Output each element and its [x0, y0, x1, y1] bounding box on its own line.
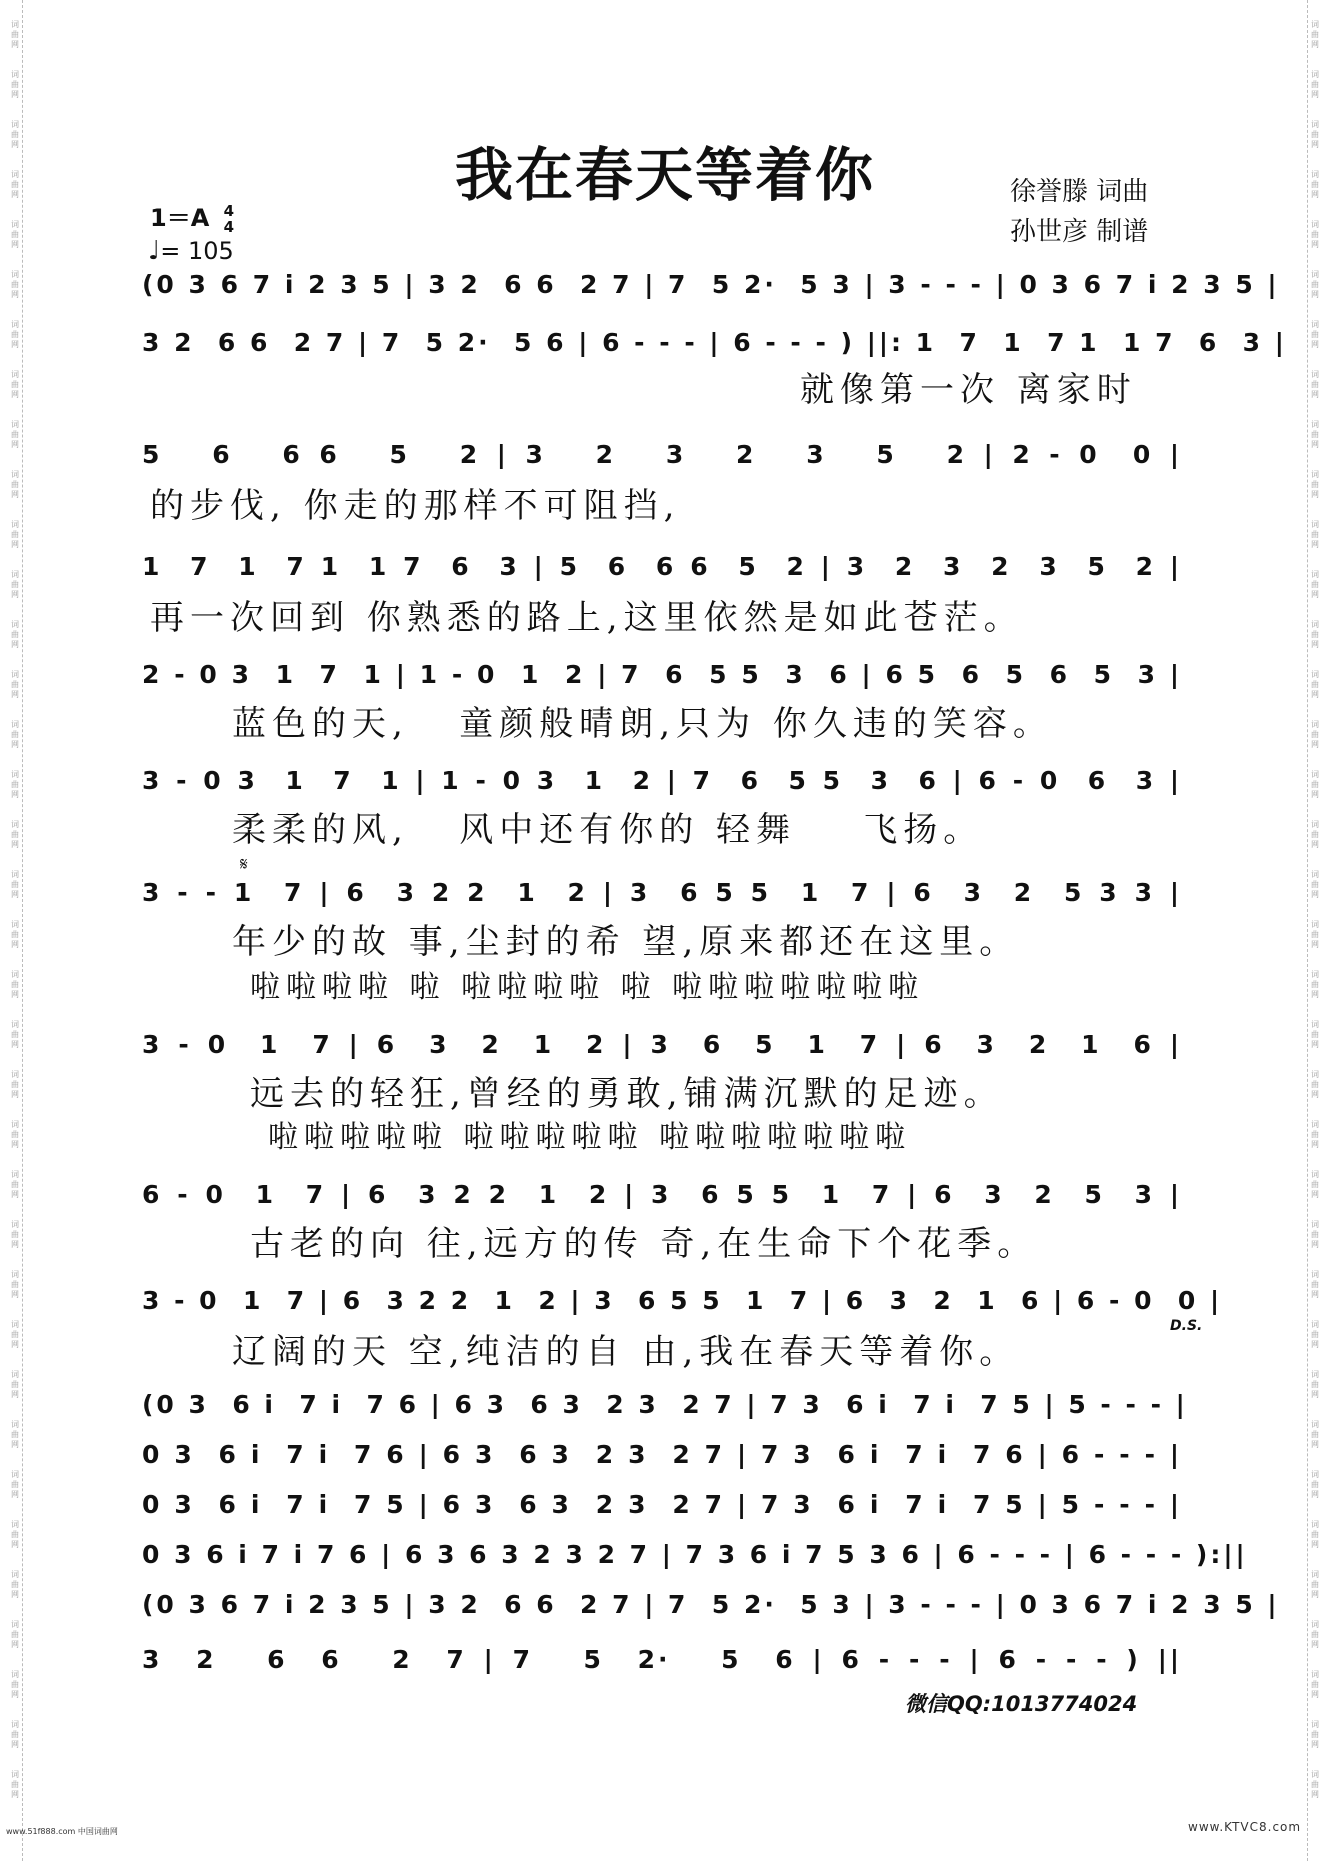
side-watermark-text: 词曲网 — [1311, 970, 1319, 999]
lyric-line: 年少的故 事,尘封的希 望,原来都还在这里。 — [232, 922, 1020, 962]
notation-line: 3 - 0 3 1 7 1 | 1 - 0 3 1 2 | 7 6 5 5 3 6 | 6 - 0 6 3 | — [142, 766, 1182, 795]
side-watermark-text: 词曲网 — [11, 1370, 19, 1399]
lyric-line: 蓝色的天, 童颜般晴朗,只为 你久违的笑容。 — [232, 704, 1053, 744]
side-watermark-text: 词曲网 — [1311, 1470, 1319, 1499]
side-watermark-text: 词曲网 — [11, 70, 19, 99]
ds-marking: D.S. — [1170, 1318, 1203, 1334]
side-watermark-text: 词曲网 — [11, 170, 19, 199]
notation-line: 1 7 1 7 1 1 7 6 3 | 5 6 6 6 5 2 | 3 2 3 2 3 5 2 | — [142, 552, 1182, 581]
side-watermark-text: 词曲网 — [1311, 220, 1319, 249]
lyric-line: 远去的轻狂,曾经的勇敢,铺满沉默的足迹。 — [250, 1074, 1004, 1114]
lyric-line: 辽阔的天 空,纯洁的自 由,我在春天等着你。 — [232, 1332, 1020, 1372]
side-watermark-text: 词曲网 — [11, 820, 19, 849]
side-watermark-text: 词曲网 — [11, 1120, 19, 1149]
side-watermark-text: 词曲网 — [11, 1620, 19, 1649]
side-watermark-text: 词曲网 — [11, 920, 19, 949]
notation-line: (0 3 6 7 i 2 3 5 | 3 2 6 6 2 7 | 7 5 2· 5 3 | 3 - - - | 0 3 6 7 i 2 3 5 | — [142, 1590, 1280, 1619]
time-top: 4 — [223, 202, 235, 220]
side-watermark-text: 词曲网 — [11, 1570, 19, 1599]
side-watermark-text: 词曲网 — [1311, 120, 1319, 149]
time-signature — [224, 203, 234, 235]
side-watermark-text: 词曲网 — [1311, 570, 1319, 599]
lyric-line: 的步伐, 你走的那样不可阻挡, — [150, 486, 681, 526]
side-watermark-text: 词曲网 — [11, 420, 19, 449]
notation-line: 0 3 6 i 7 i 7 6 | 6 3 6 3 2 3 2 7 | 7 3 6 i 7 5 3 6 | 6 - - - | 6 - - - ):|| — [142, 1540, 1248, 1569]
side-watermark-text: 词曲网 — [11, 120, 19, 149]
side-watermark-text: 词曲网 — [1311, 820, 1319, 849]
notation-line: 0 3 6 i 7 i 7 5 | 6 3 6 3 2 3 2 7 | 7 3 6 i 7 i 7 5 | 5 - - - | — [142, 1490, 1182, 1519]
side-watermark-text: 词曲网 — [11, 1470, 19, 1499]
key-signature — [150, 198, 234, 235]
side-watermark-text: 词曲网 — [1311, 1770, 1319, 1799]
song-title: 我在春天等着你 — [454, 141, 875, 209]
side-watermark-text: 词曲网 — [1311, 1220, 1319, 1249]
side-watermark-text: 词曲网 — [11, 970, 19, 999]
side-watermark-text: 词曲网 — [1311, 1520, 1319, 1549]
side-watermark-text: 词曲网 — [1311, 70, 1319, 99]
side-watermark-text: 词曲网 — [1311, 920, 1319, 949]
credits — [1010, 172, 1148, 252]
footer-left-watermark: www.51f888.com 中国词曲网 — [6, 1827, 118, 1836]
side-watermark-text: 词曲网 — [11, 1020, 19, 1049]
side-watermark-text: 词曲网 — [11, 770, 19, 799]
lyric-line: 古老的向 往,远方的传 奇,在生命下个花季。 — [250, 1224, 1038, 1264]
notation-line: 0 3 6 i 7 i 7 6 | 6 3 6 3 2 3 2 7 | 7 3 6 i 7 i 7 6 | 6 - - - | — [142, 1440, 1182, 1469]
lyric-line: 柔柔的风, 风中还有你的 轻舞 飞扬。 — [232, 810, 984, 850]
side-watermark-text: 词曲网 — [1311, 620, 1319, 649]
side-watermark-text: 词曲网 — [1311, 1320, 1319, 1349]
side-watermark-text: 词曲网 — [11, 1670, 19, 1699]
side-watermark-text: 词曲网 — [11, 320, 19, 349]
side-watermark-text: 词曲网 — [1311, 320, 1319, 349]
side-watermark-text: 词曲网 — [1311, 420, 1319, 449]
side-watermark-text: 词曲网 — [11, 370, 19, 399]
side-watermark-text: 词曲网 — [11, 620, 19, 649]
wechat-contact: 微信QQ:1013774024 — [905, 1692, 1138, 1716]
side-watermark-text: 词曲网 — [1311, 520, 1319, 549]
side-watermark-text: 词曲网 — [11, 520, 19, 549]
side-watermark-text: 词曲网 — [11, 470, 19, 499]
key-label: 1＝A — [150, 204, 210, 232]
side-watermark-text: 词曲网 — [1311, 370, 1319, 399]
left-margin-strip — [8, 0, 23, 1861]
notation-line: 6 - 0 1 7 | 6 3 2 2 1 2 | 3 6 5 5 1 7 | 6 3 2 5 3 | — [142, 1180, 1182, 1209]
side-watermark-text: 词曲网 — [1311, 1670, 1319, 1699]
side-watermark-text: 词曲网 — [1311, 470, 1319, 499]
notation-line: 5 6 6 6 5 2 | 3 2 3 2 3 5 2 | 2 - 0 0 | — [142, 440, 1182, 469]
lyric-line-second-verse: 啦啦啦啦啦 啦啦啦啦啦 啦啦啦啦啦啦啦 — [268, 1120, 912, 1155]
side-watermark-text: 词曲网 — [11, 220, 19, 249]
time-bottom: 4 — [223, 218, 235, 236]
side-watermark-text: 词曲网 — [11, 1770, 19, 1799]
side-watermark-text: 词曲网 — [11, 1070, 19, 1099]
side-watermark-text: 词曲网 — [11, 720, 19, 749]
side-watermark-text: 词曲网 — [1311, 1620, 1319, 1649]
side-watermark-text: 词曲网 — [11, 1220, 19, 1249]
side-watermark-text: 词曲网 — [11, 1320, 19, 1349]
side-watermark-text: 词曲网 — [1311, 1720, 1319, 1749]
notation-line: (0 3 6 i 7 i 7 6 | 6 3 6 3 2 3 2 7 | 7 3 6 i 7 i 7 5 | 5 - - - | — [142, 1390, 1188, 1419]
side-watermark-text: 词曲网 — [1311, 870, 1319, 899]
arranger-credit: 孙世彦 制谱 — [1010, 217, 1149, 247]
notation-line: 2 - 0 3 1 7 1 | 1 - 0 1 2 | 7 6 5 5 3 6 | 6 5 6 5 6 5 3 | — [142, 660, 1182, 689]
side-watermark-text: 词曲网 — [1311, 20, 1319, 49]
tempo-value: = 105 — [160, 237, 234, 265]
side-watermark-text: 词曲网 — [1311, 1170, 1319, 1199]
side-watermark-text: 词曲网 — [11, 1170, 19, 1199]
notation-line: 3 - 0 1 7 | 6 3 2 1 2 | 3 6 5 1 7 | 6 3 2 1 6 | — [142, 1030, 1182, 1059]
side-watermark-text: 词曲网 — [11, 870, 19, 899]
side-watermark-text: 词曲网 — [1311, 1270, 1319, 1299]
notation-line: 3 - - 1 7 | 6 3 2 2 1 2 | 3 6 5 5 1 7 | 6 3 2 5 3 3 | — [142, 878, 1182, 907]
side-watermark-text: 词曲网 — [11, 1720, 19, 1749]
side-watermark-text: 词曲网 — [11, 1520, 19, 1549]
lyric-line-second-verse: 啦啦啦啦 啦 啦啦啦啦 啦 啦啦啦啦啦啦啦 — [250, 970, 925, 1005]
side-watermark-text: 词曲网 — [11, 270, 19, 299]
quarter-note-icon: ♩ — [148, 236, 161, 266]
lyric-line: 再一次回到 你熟悉的路上,这里依然是如此苍茫。 — [150, 598, 1024, 638]
side-watermark-text: 词曲网 — [1311, 720, 1319, 749]
side-watermark-text: 词曲网 — [1311, 170, 1319, 199]
side-watermark-text: 词曲网 — [11, 1270, 19, 1299]
side-watermark-text: 词曲网 — [1311, 270, 1319, 299]
lyrics-music-credit: 徐誉滕 词曲 — [1010, 177, 1149, 207]
segno-icon: 𝄋 — [240, 854, 248, 875]
notation-line: (0 3 6 7 i 2 3 5 | 3 2 6 6 2 7 | 7 5 2· 5 3 | 3 - - - | 0 3 6 7 i 2 3 5 | — [142, 270, 1280, 299]
side-watermark-text: 词曲网 — [1311, 770, 1319, 799]
side-watermark-text: 词曲网 — [11, 1420, 19, 1449]
side-watermark-text: 词曲网 — [11, 570, 19, 599]
notation-line: 3 - 0 1 7 | 6 3 2 2 1 2 | 3 6 5 5 1 7 | 6 3 2 1 6 | 6 - 0 0 | — [142, 1286, 1223, 1315]
side-watermark-text: 词曲网 — [1311, 1570, 1319, 1599]
side-watermark-text: 词曲网 — [1311, 1420, 1319, 1449]
side-watermark-text: 词曲网 — [11, 670, 19, 699]
side-watermark-text: 词曲网 — [1311, 1120, 1319, 1149]
side-watermark-text: 词曲网 — [1311, 1070, 1319, 1099]
right-margin-strip — [1307, 0, 1322, 1861]
side-watermark-text: 词曲网 — [1311, 1370, 1319, 1399]
side-watermark-text: 词曲网 — [11, 20, 19, 49]
lyric-line: 就像第一次 离家时 — [800, 370, 1137, 410]
side-watermark-text: 词曲网 — [1311, 1020, 1319, 1049]
notation-line: 3 2 6 6 2 7 | 7 5 2· 5 6 | 6 - - - | 6 - - - ) ||: 1 7 1 7 1 1 7 6 3 | — [142, 328, 1287, 357]
side-watermark-text: 词曲网 — [1311, 670, 1319, 699]
footer-right-watermark: www.KTVC8.com — [1188, 1820, 1302, 1834]
tempo-marking — [148, 236, 234, 266]
notation-line: 3 2 6 6 2 7 | 7 5 2· 5 6 | 6 - - - | 6 - - - ) || — [142, 1645, 1182, 1674]
